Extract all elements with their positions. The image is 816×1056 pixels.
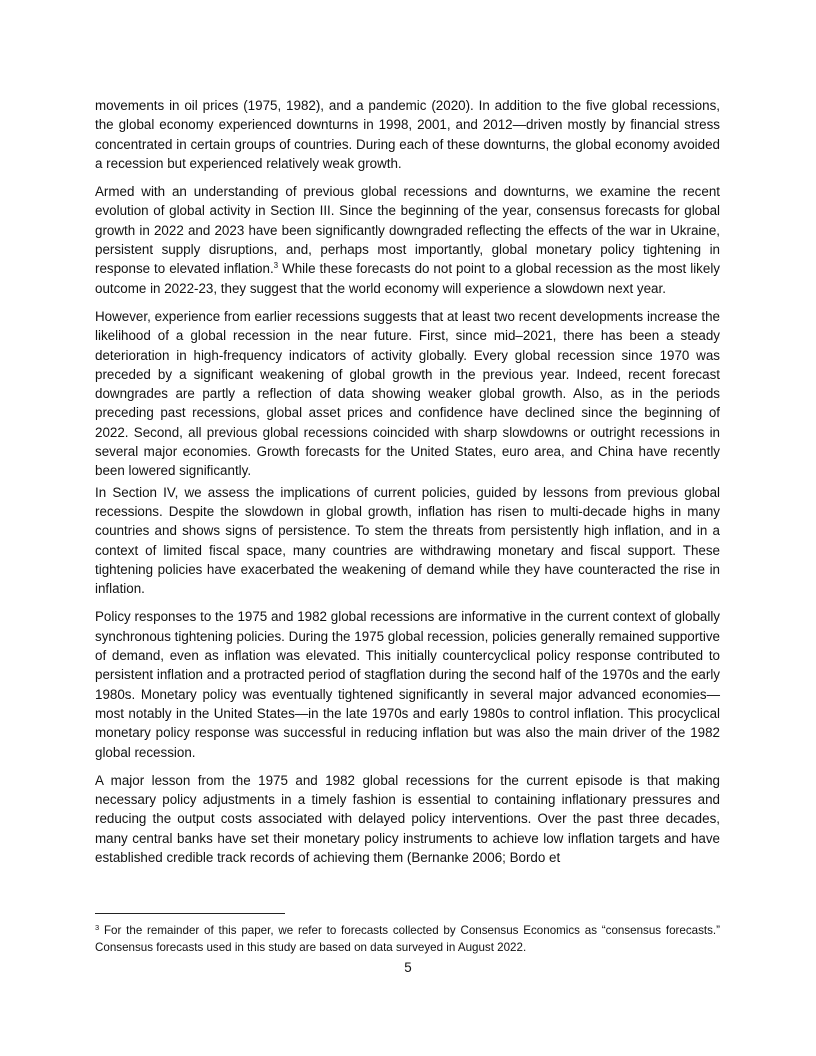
paragraph-2-text-before-footnote: Armed with an understanding of previous global recessions and downturns, we examine the recent evolution of global activity in Section III. Since the beginning of the year, consensus forecasts for global growth in 2022 and 2023 have been significantly downgraded reflecting the effects of the war in Ukraine, persistent supply disruptions, and, perhaps most importantly, global monetary policy tightening in response to elevated inflation.	[95, 184, 720, 277]
footnote-reference[interactable]: 3	[273, 261, 279, 271]
paragraph-2-text-after-footnote: While these forecasts do not point to a global recession as the most likely outcome in 2022-23, they suggest that the world economy will experience a slowdown next year.	[95, 261, 720, 296]
paragraph-2	[95, 182, 720, 298]
paragraph-5: Policy responses to the 1975 and 1982 global recessions are informative in the current context of globally synchronous tightening policies. During the 1975 global recession, policies generally remained supportive of demand, even as inflation was elevated. This initially countercyclical policy response contributed to persistent inflation and a protracted period of stagflation during the second half of the 1970s and the early 1980s. Monetary policy was eventually tightened significantly in several major advanced economies—most notably in the United States—in the late 1970s and early 1980s to control inflation. This procyclical monetary policy response was successful in reducing inflation but was also the main driver of the 1982 global recession.	[95, 609, 720, 760]
footnote-text: For the remainder of this paper, we refer to forecasts collected by Consensus Economics as “consensus forecasts.” Consensus forecasts used in this study are based on data surveyed in August 2022.	[95, 924, 720, 954]
paragraph-4: In Section IV, we assess the implications of current policies, guided by lessons from previous global recessions. Despite the slowdown in global growth, inflation has risen to multi-decade highs in many countries and shows signs of persistence. To stem the threats from persistently high inflation, and in a context of limited fiscal space, many countries are withdrawing monetary and fiscal support. These tightening policies have exacerbated the weakening of demand while they have counteracted the rise in inflation.	[95, 484, 720, 597]
paragraph-1: movements in oil prices (1975, 1982), and a pandemic (2020). In addition to the five global recessions, the global economy experienced downturns in 1998, 2001, and 2012—driven mostly by financial stress concentrated in certain groups of countries. During each of these downturns, the global economy avoided a recession but experienced relatively weak growth.	[95, 98, 720, 171]
page-number: 5	[404, 960, 412, 975]
page-body	[95, 96, 720, 876]
footnote-separator	[95, 913, 285, 914]
paragraph-3: However, experience from earlier recessions suggests that at least two recent developments increase the likelihood of a global recession in the near future. First, since mid–2021, there has been a steady deterioration in high-frequency indicators of activity globally. Every global recession since 1970 was preceded by a significant weakening of global growth in the previous year. Indeed, recent forecast downgrades are partly a reflection of data showing weaker global growth. Also, as in the periods preceding past recessions, global asset prices and confidence have declined since the beginning of 2022. Second, all previous global recessions coincided with sharp slowdowns or outright recessions in several major economies. Growth forecasts for the United States, euro area, and China have recently been lowered significantly.	[95, 308, 720, 479]
paragraph-6: A major lesson from the 1975 and 1982 global recessions for the current episode is that making necessary policy adjustments in a timely fashion is essential to containing inflationary pressures and reducing the output costs associated with delayed policy interventions. Over the past three decades, many central banks have set their monetary policy instruments to achieve low inflation targets and have established credible track records of achieving them (Bernanke 2006; Bordo et	[95, 772, 720, 865]
footnote-number: 3	[95, 923, 100, 932]
footnote	[95, 922, 720, 956]
